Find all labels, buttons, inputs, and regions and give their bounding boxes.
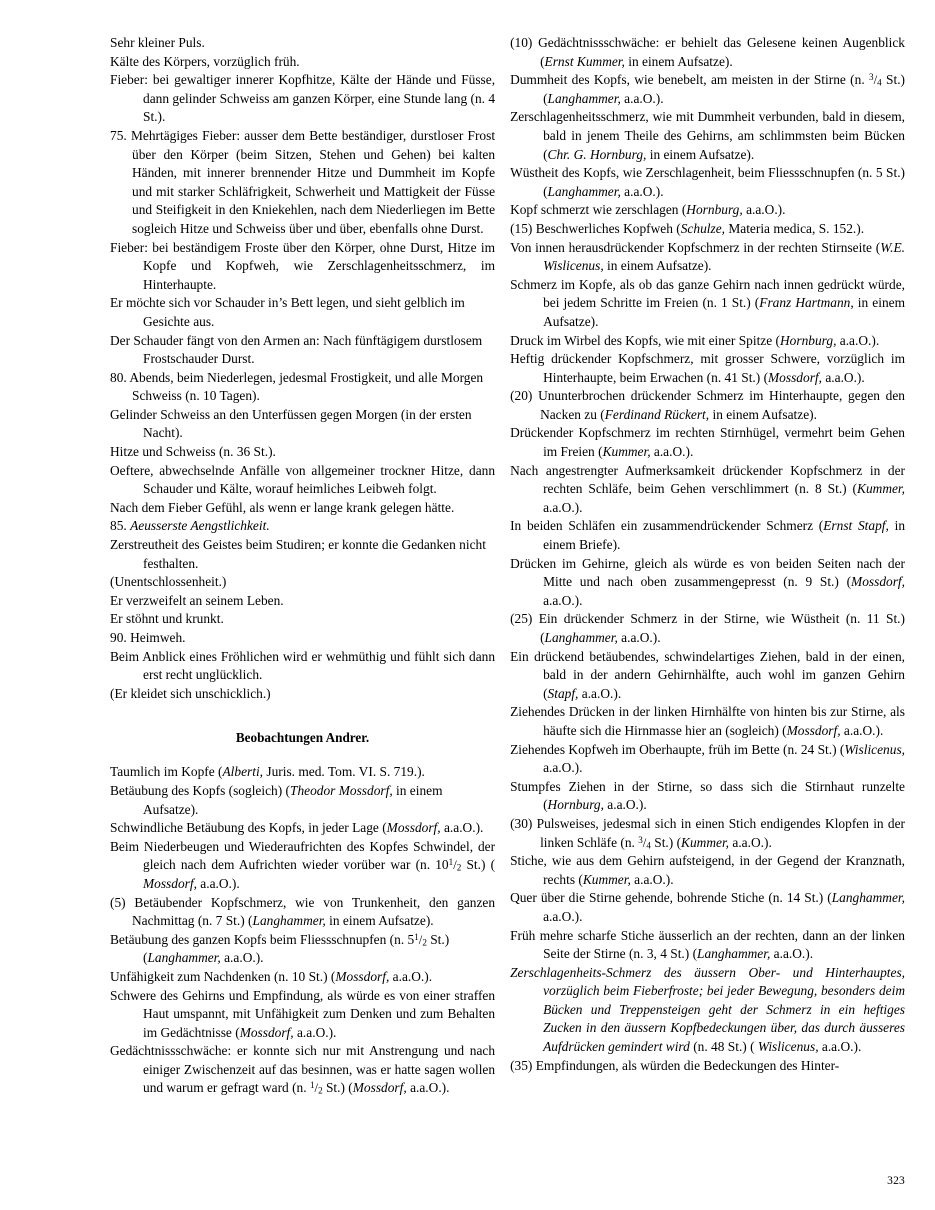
two-column-text-body — [110, 34, 905, 1164]
symptom-entry: Hitze und Schweiss (n. 36 St.). — [110, 444, 276, 460]
symptom-entry: Ziehendes Drücken in der linken Hirnhälfte von hinten bis zur Stirne, als häufte sich die Hirnmasse hier an (sogleich) (Mossdorf, a.a.O.). — [510, 704, 905, 738]
symptom-entry: (20) Ununterbrochen drückender Schmerz im Hinterhaupte, gegen den Nacken zu (Ferdinand Rückert, in einem Aufsatze). — [510, 388, 905, 422]
symptom-entry: (35) Empfindungen, als würden die Bedeckungen des Hinter- — [510, 1057, 840, 1073]
symptom-entry: Beim Anblick eines Fröhlichen wird er wehmüthig und fühlt sich dann erst recht unglücklich. — [110, 648, 496, 683]
symptom-entry: Er stöhnt und krunkt. — [110, 611, 224, 627]
right-column — [510, 34, 905, 1164]
symptom-entry: Fieber: bei beständigem Froste über den Körper, ohne Durst, Hitze im Kopfe und Kopfweh, wie Zerschlagenheitsschmerz, im Hinterhaupte. — [110, 239, 496, 292]
symptom-entry: Er verzweifelt an seinem Leben. — [110, 592, 284, 608]
symptom-entry: Kopf schmerzt wie zerschlagen (Hornburg, a.a.O.). — [510, 202, 786, 218]
symptom-entry: (30) Pulsweises, jedesmal sich in einen Stich endigendes Klopfen in der linken Schläfe (n. $^3/_4$ St.) (Kummer, a.a.O.). — [510, 815, 905, 851]
symptom-entry: Oeftere, abwechselnde Anfälle von allgemeiner trockner Hitze, dann Schauder und Kälte, worauf heimliches Leibweh folgt. — [110, 462, 496, 497]
symptom-entry: Wüstheit des Kopfs, wie Zerschlagenheit, beim Fliessschnupfen (n. 5 St.) (Langhammer, a.a.O.). — [510, 165, 905, 199]
symptom-entry: Ein drückend betäubendes, schwindelartiges Ziehen, bald in der einen, bald in der andern Gehirnhälfte, auch wohl im ganzen Gehirn (Stapf, a.a.O.). — [510, 648, 905, 701]
symptom-entry: (25) Ein drückender Schmerz in der Stirne, wie Wüstheit (n. 11 St.) (Langhammer, a.a.O.). — [510, 611, 905, 645]
symptom-entry: Nach dem Fieber Gefühl, als wenn er lange krank gelegen hätte. — [110, 499, 455, 515]
symptom-entry: Schmerz im Kopfe, als ob das ganze Gehirn nach innen gedrückt würde, bei jedem Schritte im Freien (n. 1 St.) (Franz Hartmann, in einem Aufsatze). — [510, 276, 905, 329]
symptom-entry: Heftig drückender Kopfschmerz, mit grosser Schwere, vorzüglich im Hinterhaupte, beim Erwachen (n. 41 St.) (Mossdorf, a.a.O.). — [510, 351, 905, 385]
symptom-entry: (Unentschlossenheit.) — [110, 574, 227, 590]
symptom-entry: 85. Aeusserste Aengstlichkeit. — [110, 518, 270, 534]
symptom-entry: (15) Beschwerliches Kopfweh (Schulze, Materia medica, S. 152.). — [510, 220, 865, 236]
symptom-entry: Beim Niederbeugen und Wiederaufrichten des Kopfes Schwindel, der gleich nach dem Aufrichten wieder vorüber war (n. $10^1/_2$ St.) ( Mossdorf, a.a.O.). — [110, 838, 496, 891]
symptom-entry: Quer über die Stirne gehende, bohrende Stiche (n. 14 St.) (Langhammer, a.a.O.). — [510, 890, 905, 924]
symptom-entry: Gedächtnissschwäche: er konnte sich nur mit Anstrengung und nach einiger Zwischenzeit auf das besinnen, was er hatte sagen wollen und warum er gefragt ward (n. $^1/_2$ St.) (Mossdorf, a.a.O.). — [110, 1043, 496, 1097]
symptom-entry: Druck im Wirbel des Kopfs, wie mit einer Spitze (Hornburg, a.a.O.). — [510, 332, 880, 348]
symptom-entry: In beiden Schläfen ein zusammendrückender Schmerz (Ernst Stapf, in einem Briefe). — [510, 518, 906, 553]
symptom-entry: Taumlich im Kopfe (Alberti, Juris. med. Tom. VI. S. 719.). — [110, 764, 425, 780]
symptom-entry: Zerstreutheit des Geistes beim Studiren; er konnte die Gedanken nicht festhalten. — [110, 537, 486, 571]
page-number: 323 — [887, 1175, 905, 1187]
symptom-entry: Zerschlagenheitsschmerz, wie mit Dummheit verbunden, bald in diesem, bald in jenem Theile des Gehirns, am schlimmsten beim Bücken (Chr. G. Hornburg, in einem Aufsatze). — [510, 109, 905, 162]
symptom-entry: Kälte des Körpers, vorzüglich früh. — [110, 53, 300, 69]
symptom-entry: Gelinder Schweiss an den Unterfüssen gegen Morgen (in der ersten Nacht). — [110, 406, 472, 441]
left-column-entries-after-heading — [110, 763, 495, 1098]
symptom-entry: Sehr kleiner Puls. — [110, 35, 205, 50]
symptom-entry: Stiche, wie aus dem Gehirn aufsteigend, in der Gegend der Kranznath, rechts (Kummer, a.a.O.). — [510, 853, 905, 887]
symptom-entry: Dummheit des Kopfs, wie benebelt, am meisten in der Stirne (n. $^3/_4$ St.) (Langhammer, a.a.O.). — [510, 72, 905, 106]
symptom-entry: Stumpfes Ziehen in der Stirne, so dass sich die Stirnhaut runzelte (Hornburg, a.a.O.). — [510, 778, 905, 813]
symptom-entry: Früh mehre scharfe Stiche äusserlich an der rechten, dann an der linken Seite der Stirne (n. 3, 4 St.) (Langhammer, a.a.O.). — [510, 927, 905, 962]
symptom-entry: 80. Abends, beim Niederlegen, jedesmal Frostigkeit, und alle Morgen Schweiss (n. 10 Tagen). — [110, 369, 484, 404]
symptom-entry: Nach angestrengter Aufmerksamkeit drückender Kopfschmerz in der rechten Schläfe, beim Gehen verschlimmert (n. 8 St.) (Kummer, a.a.O.). — [510, 462, 905, 515]
symptom-entry: Der Schauder fängt von den Armen an: Nach fünftägigem durstlosem Frostschauder Durst. — [110, 332, 483, 367]
symptom-entry: Unfähigkeit zum Nachdenken (n. 10 St.) (Mossdorf, a.a.O.). — [110, 968, 433, 984]
symptom-entry: (Er kleidet sich unschicklich.) — [110, 685, 271, 701]
symptom-entry: Drückender Kopfschmerz im rechten Stirnhügel, vermehrt beim Gehen im Freien (Kummer, a.a.O.). — [510, 425, 905, 460]
symptom-entry: Er möchte sich vor Schauder in’s Bett legen, und sieht gelblich im Gesichte aus. — [110, 295, 465, 329]
symptom-entry: Betäubung des ganzen Kopfs beim Fliessschnupfen (n. $5^1/_2$ St.) (Langhammer, a.a.O.). — [110, 931, 450, 966]
left-column — [110, 34, 495, 1164]
left-column-entries — [110, 34, 495, 703]
symptom-entry: Von innen herausdrückender Kopfschmerz in der rechten Stirnseite (W.E. Wislicenus, in einem Aufsatze). — [510, 239, 905, 274]
symptom-entry: Betäubung des Kopfs (sogleich) (Theodor Mossdorf, in einem Aufsatze). — [110, 782, 443, 817]
symptom-entry: (5) Betäubender Kopfschmerz, wie von Trunkenheit, den ganzen Nachmittag (n. 7 St.) (Langhammer, in einem Aufsatze). — [110, 894, 496, 929]
symptom-entry: Schwere des Gehirns und Empfindung, als würde es von einer straffen Haut umspannt, mit Unfähigkeit zum Denken und zum Behalten im Gedächtnisse (Mossdorf, a.a.O.). — [110, 987, 496, 1040]
symptom-entry: Schwindliche Betäubung des Kopfs, in jeder Lage (Mossdorf, a.a.O.). — [110, 820, 484, 836]
symptom-entry: Drücken im Gehirne, gleich als würde es von beiden Seiten nach der Mitte und nach oben zusammengepresst (n. 9 St.) (Mossdorf, a.a.O.). — [510, 555, 905, 608]
symptom-entry: Zerschlagenheits-Schmerz des äussern Ober- und Hinterhauptes, vorzüglich beim Fieberfroste; bei jeder Bewegung, besonders deim Bücken und Treppensteigen geht der Schmerz in ein heftiges Zucken in den äussern Kopfbedeckungen über, das durch äusseres Aufdrücken gemindert wird (n. 48 St.) ( Wislicenus, a.a.O.). — [510, 964, 905, 1055]
symptom-entry: (10) Gedächtnissschwäche: er behielt das Gelesene keinen Augenblick (Ernst Kummer, in einem Aufsatze). — [510, 35, 905, 69]
symptom-entry: 90. Heimweh. — [110, 630, 186, 645]
symptom-entry: Ziehendes Kopfweh im Oberhaupte, früh im Bette (n. 24 St.) (Wislicenus, a.a.O.). — [510, 741, 905, 776]
right-column-entries — [510, 34, 905, 1075]
section-heading-beobachtungen-andrer: Beobachtungen Andrer. — [235, 730, 370, 746]
symptom-entry: Fieber: bei gewaltiger innerer Kopfhitze, Kälte der Hände und Füsse, dann gelinder Schweiss am ganzen Körper, eine Stunde lang (n. 4 St.). — [110, 72, 496, 125]
symptom-entry: 75. Mehrtägiges Fieber: ausser dem Bette beständiger, durstloser Frost über den Körper (beim Sitzen, Stehen und Gehen) bei kalten Händen, mit innerer brennender Hitze und Dummheit im Kopfe und mit starker Schläfrigkeit, Schwerheit und Mattigkeit der Füsse und Steifigkeit in den Kniekehlen, nach dem Niederliegen im Bette sogleich Hitze und Schweiss über und über, ebenfalls ohne Durst. — [110, 127, 496, 236]
